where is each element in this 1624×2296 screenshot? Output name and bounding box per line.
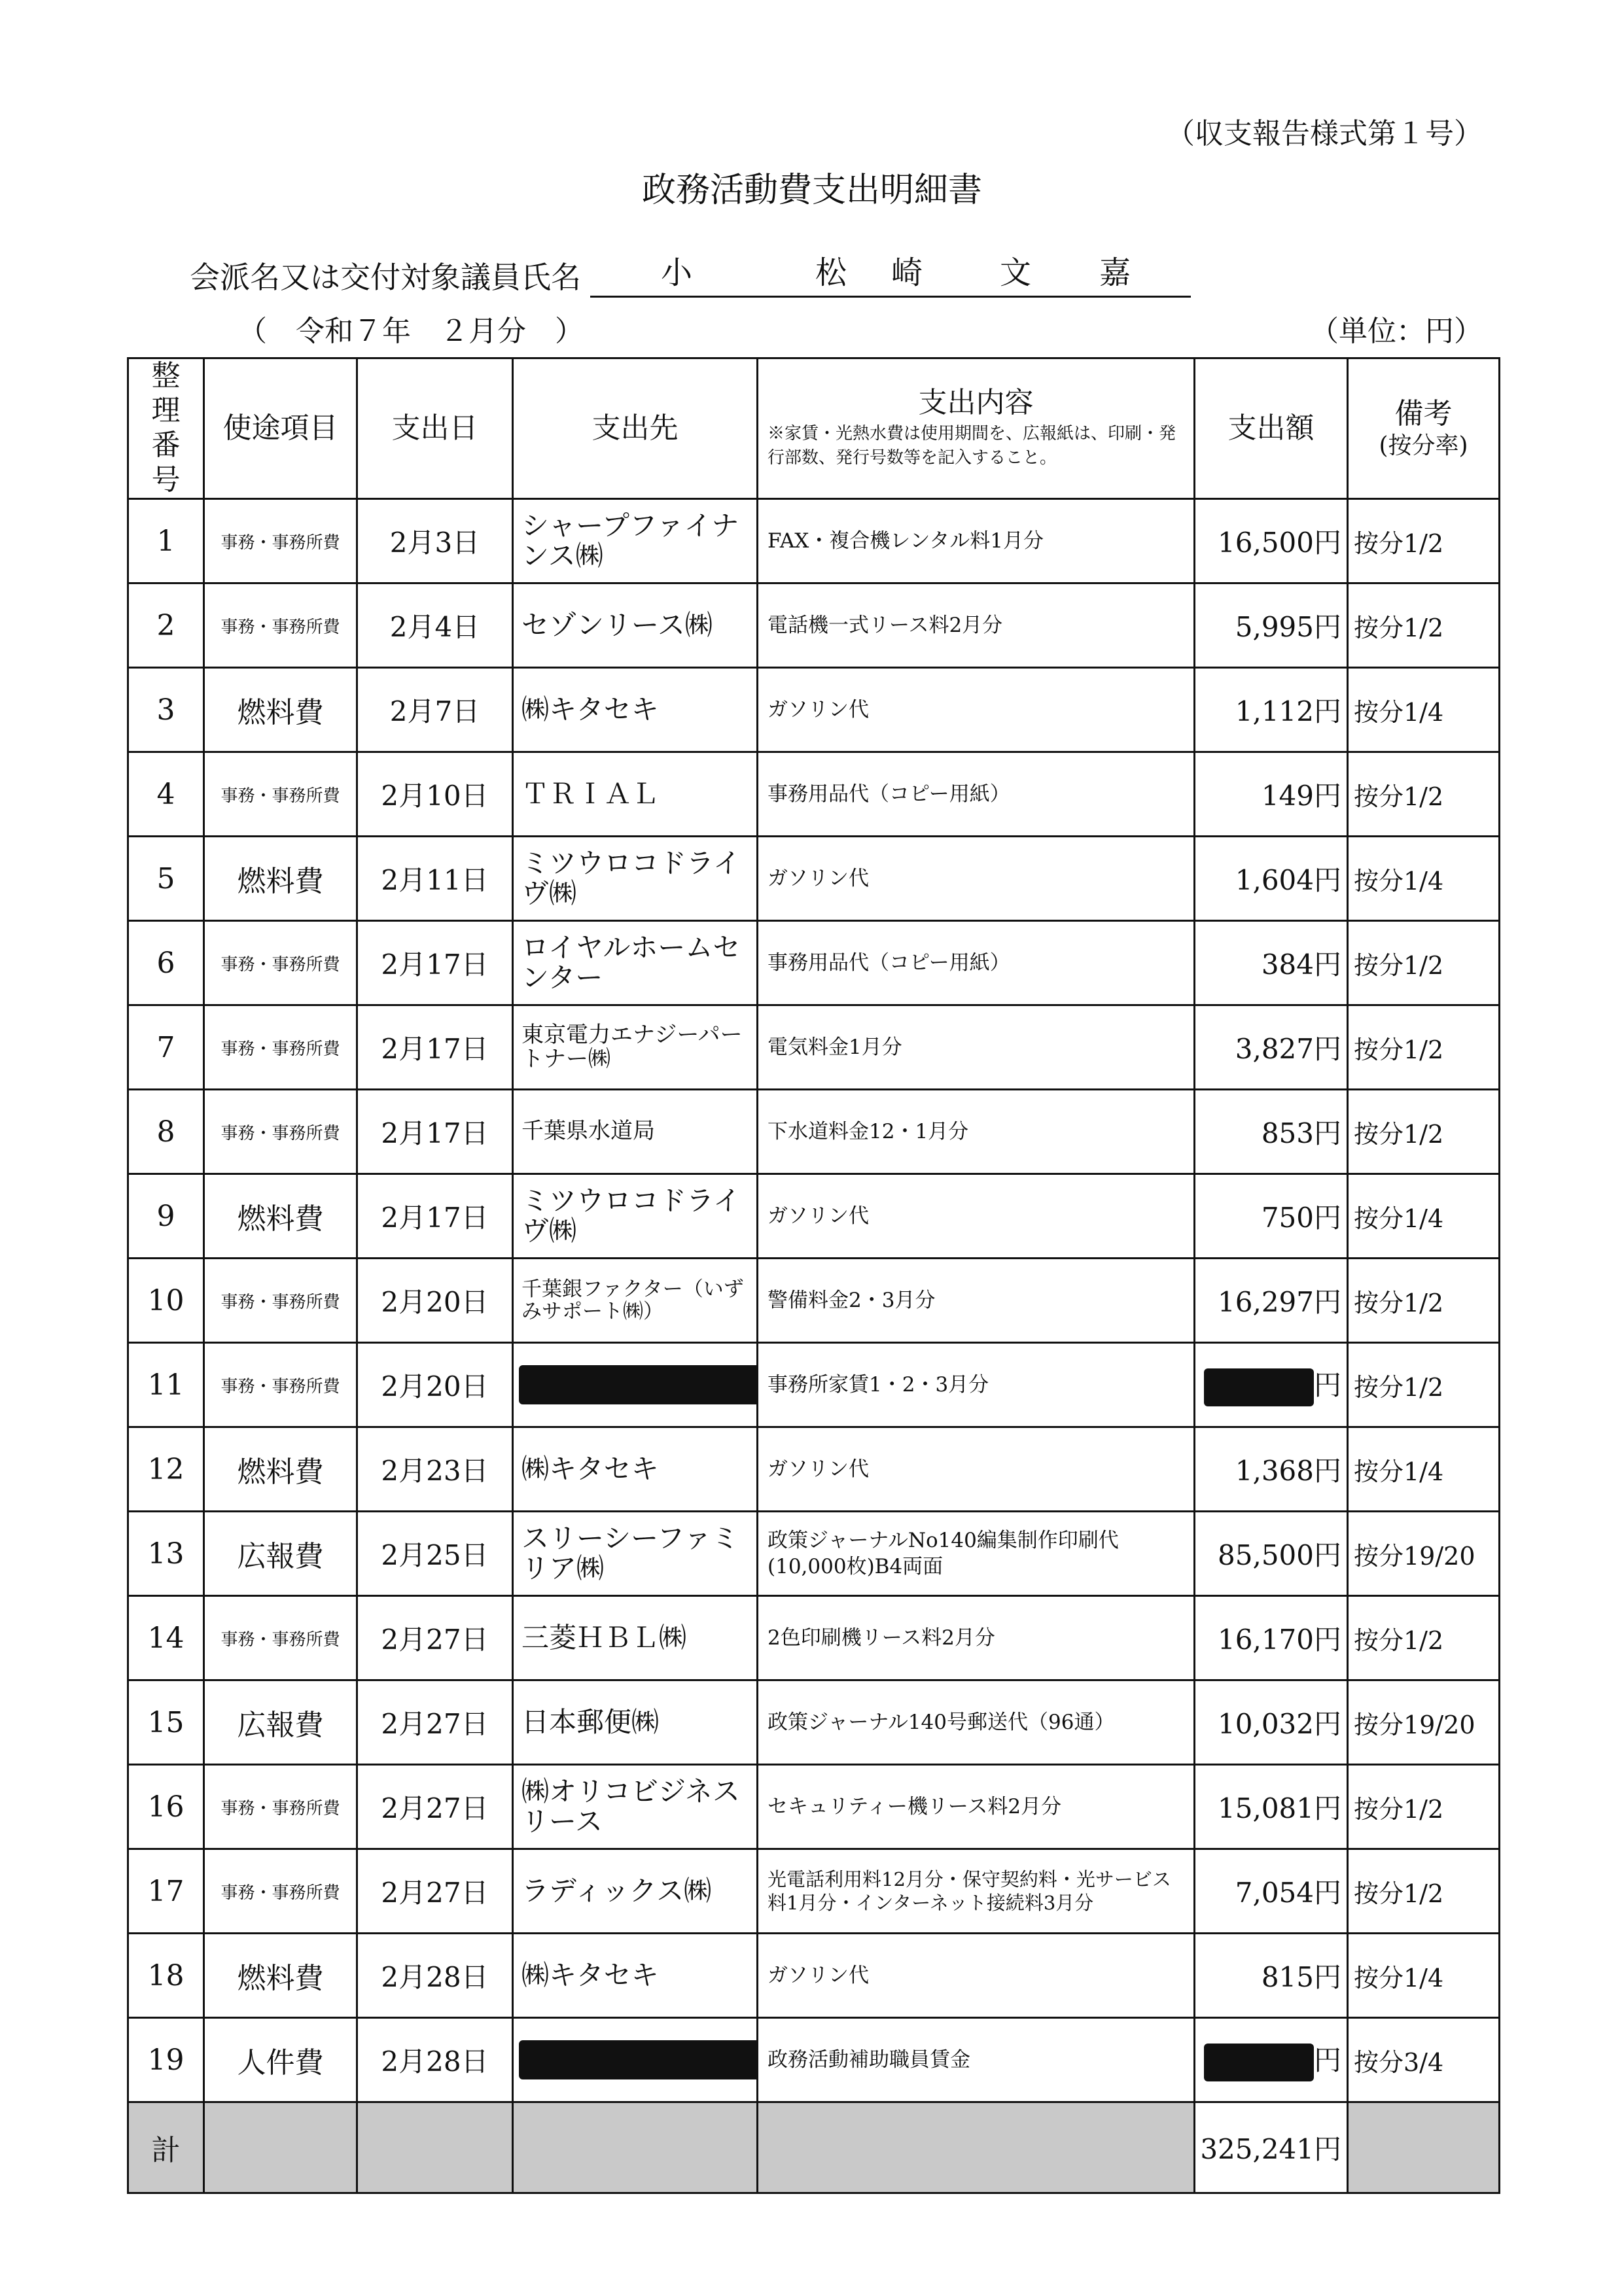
row-payee: ㈱キタセキ	[513, 1934, 758, 2018]
row-remarks: 按分1/2	[1348, 499, 1500, 583]
row-no: 17	[128, 1849, 204, 1934]
row-remarks: 按分1/4	[1348, 1427, 1500, 1512]
header-date: 支出日	[357, 358, 513, 499]
row-remarks: 按分1/2	[1348, 1090, 1500, 1174]
row-remarks: 按分1/4	[1348, 837, 1500, 921]
row-no: 16	[128, 1765, 204, 1849]
total-blank-cell	[758, 2102, 1195, 2193]
table-row	[128, 668, 1500, 752]
total-label: 計	[128, 2102, 204, 2193]
row-content: ガソリン代	[758, 1174, 1195, 1259]
row-payee: ロイヤルホームセンター	[513, 921, 758, 1005]
row-content: 2色印刷機リース料2月分	[758, 1596, 1195, 1680]
total-blank-cell	[513, 2102, 758, 2193]
expense-detail-table	[127, 357, 1500, 2194]
table-row	[128, 921, 1500, 1005]
row-remarks: 按分1/2	[1348, 921, 1500, 1005]
row-content: 事務用品代（コピー用紙）	[758, 752, 1195, 837]
table-row	[128, 583, 1500, 668]
member-name-char-4: 文	[1000, 254, 1032, 291]
row-payee: ㈱キタセキ	[513, 668, 758, 752]
table-row	[128, 1343, 1500, 1427]
row-date: 2月4日	[357, 583, 513, 668]
table-row	[128, 1934, 1500, 2018]
row-no: 18	[128, 1934, 204, 2018]
redaction-block	[1204, 1368, 1314, 1406]
table-row	[128, 1090, 1500, 1174]
row-no: 8	[128, 1090, 204, 1174]
row-category: 事務・事務所費	[204, 921, 357, 1005]
row-category: 燃料費	[204, 668, 357, 752]
row-amount: 384円	[1195, 921, 1348, 1005]
row-content: 電話機一式リース料2月分	[758, 583, 1195, 668]
table-row	[128, 1680, 1500, 1765]
row-payee: 東京電力エナジーパートナー㈱	[513, 1005, 758, 1090]
row-remarks: 按分1/2	[1348, 1005, 1500, 1090]
row-content: ガソリン代	[758, 1934, 1195, 2018]
member-name-char-3: 崎	[891, 254, 923, 291]
row-category: 事務・事務所費	[204, 752, 357, 837]
row-remarks: 按分1/2	[1348, 1765, 1500, 1849]
row-no: 9	[128, 1174, 204, 1259]
row-amount: 1,112円	[1195, 668, 1348, 752]
row-content: 事務用品代（コピー用紙）	[758, 921, 1195, 1005]
row-amount	[1195, 1343, 1348, 1427]
row-content: ガソリン代	[758, 837, 1195, 921]
row-date: 2月20日	[357, 1259, 513, 1343]
row-category: 事務・事務所費	[204, 1765, 357, 1849]
row-payee: ラディックス㈱	[513, 1849, 758, 1934]
header-remarks-sub: (按分率)	[1379, 432, 1468, 459]
row-category: 事務・事務所費	[204, 1343, 357, 1427]
row-amount: 750円	[1195, 1174, 1348, 1259]
row-content: 政務活動補助職員賃金	[758, 2018, 1195, 2102]
row-amount: 16,170円	[1195, 1596, 1348, 1680]
row-date: 2月7日	[357, 668, 513, 752]
row-amount: 149円	[1195, 752, 1348, 837]
table-row	[128, 499, 1500, 583]
row-amount: 16,500円	[1195, 499, 1348, 583]
row-remarks: 按分1/2	[1348, 752, 1500, 837]
form-number: （収支報告様式第１号）	[1166, 117, 1483, 150]
row-date: 2月25日	[357, 1512, 513, 1596]
row-no: 4	[128, 752, 204, 837]
row-payee: ㈱キタセキ	[513, 1427, 758, 1512]
row-category: 広報費	[204, 1680, 357, 1765]
row-payee: 日本郵便㈱	[513, 1680, 758, 1765]
table-row	[128, 1427, 1500, 1512]
amount-yen-suffix: 円	[1313, 2044, 1341, 2076]
name-underline	[590, 296, 1191, 298]
row-payee: 千葉銀ファクター（いずみサポート㈱）	[513, 1259, 758, 1343]
row-amount: 15,081円	[1195, 1765, 1348, 1849]
row-remarks: 按分3/4	[1348, 2018, 1500, 2102]
row-date: 2月23日	[357, 1427, 513, 1512]
row-content: 政策ジャーナル140号郵送代（96通）	[758, 1680, 1195, 1765]
row-no: 2	[128, 583, 204, 668]
row-amount: 7,054円	[1195, 1849, 1348, 1934]
row-date: 2月27日	[357, 1765, 513, 1849]
row-content: ガソリン代	[758, 668, 1195, 752]
row-amount: 1,368円	[1195, 1427, 1348, 1512]
row-no: 1	[128, 499, 204, 583]
row-remarks: 按分1/4	[1348, 1934, 1500, 2018]
row-amount: 3,827円	[1195, 1005, 1348, 1090]
row-category: 燃料費	[204, 1427, 357, 1512]
header-amount: 支出額	[1195, 358, 1348, 499]
total-blank-cell	[204, 2102, 357, 2193]
row-content: 警備料金2・3月分	[758, 1259, 1195, 1343]
header-remarks	[1348, 358, 1500, 499]
row-payee: 千葉県水道局	[513, 1090, 758, 1174]
row-payee: ミツウロコドライヴ㈱	[513, 1174, 758, 1259]
row-no: 15	[128, 1680, 204, 1765]
row-content: 政策ジャーナルNo140編集制作印刷代(10,000枚)B4両面	[758, 1512, 1195, 1596]
member-name-char-2: 松	[815, 254, 847, 291]
row-remarks: 按分1/2	[1348, 1343, 1500, 1427]
row-category: 事務・事務所費	[204, 499, 357, 583]
row-date: 2月3日	[357, 499, 513, 583]
faction-label: 会派名又は交付対象議員氏名	[190, 260, 581, 295]
row-payee-redacted	[513, 2018, 758, 2102]
row-content: 電気料金1月分	[758, 1005, 1195, 1090]
row-no: 10	[128, 1259, 204, 1343]
table-row	[128, 1005, 1500, 1090]
header-content-title: 支出内容	[918, 385, 1034, 419]
header-content-note: ※家賃・光熱水費は使用期間を、広報紙は、印刷・発行部数、発行号数等を記入すること。	[768, 423, 1176, 468]
row-payee: シャープファイナンス㈱	[513, 499, 758, 583]
row-amount: 815円	[1195, 1934, 1348, 2018]
row-category: 燃料費	[204, 1934, 357, 2018]
row-amount: 10,032円	[1195, 1680, 1348, 1765]
row-payee: ミツウロコドライヴ㈱	[513, 837, 758, 921]
row-amount: 5,995円	[1195, 583, 1348, 668]
row-date: 2月17日	[357, 1174, 513, 1259]
row-payee-redacted	[513, 1343, 758, 1427]
row-date: 2月27日	[357, 1849, 513, 1934]
row-no: 5	[128, 837, 204, 921]
row-content: ガソリン代	[758, 1427, 1195, 1512]
row-date: 2月11日	[357, 837, 513, 921]
row-remarks: 按分1/2	[1348, 1849, 1500, 1934]
row-no: 11	[128, 1343, 204, 1427]
row-content: FAX・複合機レンタル料1月分	[758, 499, 1195, 583]
row-remarks: 按分1/4	[1348, 1174, 1500, 1259]
table-row	[128, 1596, 1500, 1680]
row-date: 2月17日	[357, 1090, 513, 1174]
table-row	[128, 1174, 1500, 1259]
amount-yen-suffix: 円	[1313, 1368, 1341, 1401]
row-amount: 16,297円	[1195, 1259, 1348, 1343]
row-no: 13	[128, 1512, 204, 1596]
row-remarks: 按分1/2	[1348, 1596, 1500, 1680]
row-payee: ＴＲＩＡＬ	[513, 752, 758, 837]
row-category: 燃料費	[204, 837, 357, 921]
row-amount: 85,500円	[1195, 1512, 1348, 1596]
row-date: 2月20日	[357, 1343, 513, 1427]
table-row	[128, 837, 1500, 921]
row-content: 下水道料金12・1月分	[758, 1090, 1195, 1174]
header-category: 使途項目	[204, 358, 357, 499]
row-no: 7	[128, 1005, 204, 1090]
document-title: 政務活動費支出明細書	[641, 171, 982, 210]
row-date: 2月28日	[357, 2018, 513, 2102]
table-row	[128, 752, 1500, 837]
member-name-char-5: 嘉	[1099, 254, 1131, 291]
row-remarks: 按分19/20	[1348, 1512, 1500, 1596]
row-content: 事務所家賃1・2・3月分	[758, 1343, 1195, 1427]
row-no: 12	[128, 1427, 204, 1512]
row-date: 2月17日	[357, 921, 513, 1005]
header-no: 整理番号	[128, 358, 204, 499]
total-row	[128, 2102, 1500, 2193]
row-amount: 1,604円	[1195, 837, 1348, 921]
table-row	[128, 2018, 1500, 2102]
redaction-block	[519, 1365, 758, 1404]
header-remarks-title: 備考	[1394, 397, 1453, 430]
row-category: 広報費	[204, 1512, 357, 1596]
row-content: 光電話利用料12月分・保守契約料・光サービス料1月分・インターネット接続料3月分	[758, 1849, 1195, 1934]
redaction-block	[519, 2040, 758, 2079]
row-content: セキュリティー機リース料2月分	[758, 1765, 1195, 1849]
row-no: 14	[128, 1596, 204, 1680]
total-amount: 325,241円	[1195, 2102, 1348, 2193]
row-date: 2月27日	[357, 1596, 513, 1680]
row-date: 2月10日	[357, 752, 513, 837]
header-content	[758, 358, 1195, 499]
total-blank-cell	[1348, 2102, 1500, 2193]
row-category: 事務・事務所費	[204, 583, 357, 668]
redaction-block	[1204, 2044, 1314, 2081]
table-header-row	[128, 358, 1500, 499]
row-no: 3	[128, 668, 204, 752]
total-blank-cell	[357, 2102, 513, 2193]
row-payee: スリーシーファミリア㈱	[513, 1512, 758, 1596]
row-no: 19	[128, 2018, 204, 2102]
row-remarks: 按分1/2	[1348, 1259, 1500, 1343]
table-row	[128, 1512, 1500, 1596]
row-payee: 三菱ＨＢＬ㈱	[513, 1596, 758, 1680]
unit-label: （単位：円）	[1310, 315, 1483, 348]
row-remarks: 按分19/20	[1348, 1680, 1500, 1765]
row-category: 人件費	[204, 2018, 357, 2102]
row-amount: 853円	[1195, 1090, 1348, 1174]
row-amount	[1195, 2018, 1348, 2102]
row-remarks: 按分1/4	[1348, 668, 1500, 752]
row-remarks: 按分1/2	[1348, 583, 1500, 668]
row-payee: セゾンリース㈱	[513, 583, 758, 668]
row-date: 2月17日	[357, 1005, 513, 1090]
row-category: 事務・事務所費	[204, 1849, 357, 1934]
row-date: 2月28日	[357, 1934, 513, 2018]
row-payee: ㈱オリコビジネスリース	[513, 1765, 758, 1849]
row-category: 事務・事務所費	[204, 1259, 357, 1343]
member-name-char-1: 小	[661, 254, 693, 291]
row-category: 事務・事務所費	[204, 1005, 357, 1090]
period: （ 令和７年 ２月分 ）	[238, 315, 584, 348]
row-date: 2月27日	[357, 1680, 513, 1765]
row-no: 6	[128, 921, 204, 1005]
table-row	[128, 1849, 1500, 1934]
row-category: 燃料費	[204, 1174, 357, 1259]
table-row	[128, 1259, 1500, 1343]
table-row	[128, 1765, 1500, 1849]
header-payee: 支出先	[513, 358, 758, 499]
row-category: 事務・事務所費	[204, 1596, 357, 1680]
row-category: 事務・事務所費	[204, 1090, 357, 1174]
